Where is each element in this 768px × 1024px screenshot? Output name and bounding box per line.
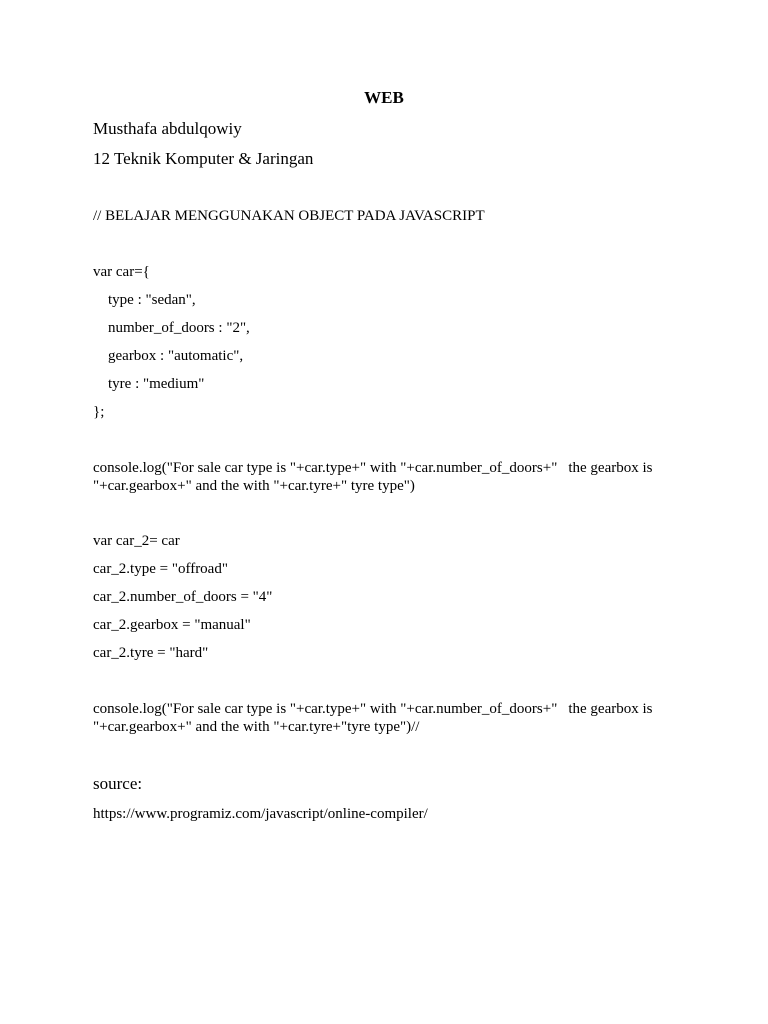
source-label: source:: [93, 774, 143, 793]
console-log-text: console.log("For sale car type is "+car.type+" with "+car.number_of_doors+": [93, 460, 558, 476]
code-line: number_of_doors : "2",: [108, 320, 250, 336]
console-log-line: [93, 700, 652, 718]
document-title: WEB: [364, 88, 404, 107]
code-line: car_2.gearbox = "manual": [93, 617, 251, 633]
code-line: var car_2= car: [93, 533, 180, 549]
code-comment: // BELAJAR MENGGUNAKAN OBJECT PADA JAVASCRIPT: [93, 208, 485, 224]
code-line: gearbox : "automatic",: [108, 348, 244, 364]
code-line: tyre : "medium": [108, 376, 205, 392]
author-name: Musthafa abdulqowiy: [93, 119, 242, 138]
console-log-line: "+car.gearbox+" and the with "+car.tyre+" tyre type"): [93, 478, 415, 494]
console-log-text: the gearbox is: [568, 701, 653, 717]
console-log-text: the gearbox is: [568, 460, 653, 476]
code-line: car_2.type = "offroad": [93, 561, 228, 577]
source-url[interactable]: https://www.programiz.com/javascript/online-compiler/: [93, 806, 428, 822]
code-line: car_2.tyre = "hard": [93, 645, 209, 661]
console-log-line: "+car.gearbox+" and the with "+car.tyre+"tyre type")//: [93, 719, 420, 735]
code-line: type : "sedan",: [108, 292, 196, 308]
console-log-line: [93, 459, 652, 477]
code-line: var car={: [93, 264, 150, 280]
code-line: };: [93, 404, 105, 420]
code-line: car_2.number_of_doors = "4": [93, 589, 273, 605]
console-log-text: console.log("For sale car type is "+car.type+" with "+car.number_of_doors+": [93, 701, 558, 717]
class-name: 12 Teknik Komputer & Jaringan: [93, 149, 314, 168]
